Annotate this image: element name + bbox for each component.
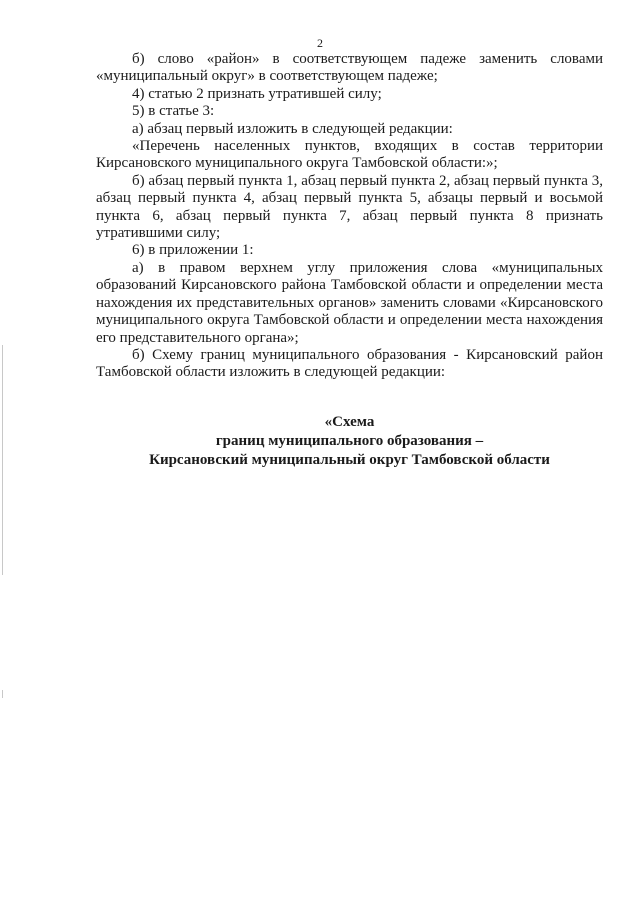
scan-edge-mark-small (2, 690, 3, 698)
page-number: 2 (317, 36, 323, 50)
paragraph-appendix-1: 6) в приложении 1: (132, 242, 254, 259)
scan-edge-mark (2, 345, 3, 575)
scheme-heading-line-3: Кирсановский муниципальный округ Тамбовской области (149, 452, 550, 468)
paragraph-article-3: 5) в статье 3: (132, 103, 215, 120)
paragraph-first-abzac: а) абзац первый изложить в следующей редакции: (132, 120, 453, 137)
paragraph-invalidated-abzacs: б) абзац первый пункта 1, абзац первый пункта 2, абзац первый пункта 3, абзац первый пункта 4, абзац первый пункта 5, абзацы первый и восьмой пункта 6, абзац первый пункта 7, абзац первый пункта 8 признать утратившими силу; (96, 172, 603, 242)
paragraph-settlements-list: «Перечень населенных пунктов, входящих в состав территории Кирсановского муниципального округа Тамбовской области:»; (96, 138, 603, 172)
paragraph-article-2: 4) статью 2 признать утратившей силу; (132, 85, 382, 102)
scheme-heading (96, 413, 603, 470)
document-body (96, 51, 603, 382)
paragraph-word-replacement: б) слово «район» в соответствующем падеже заменить словами «муниципальный округ» в соответствующем падеже; (96, 51, 603, 85)
scheme-heading-line-2: границ муниципального образования – (215, 433, 484, 449)
paragraph-upper-corner-words: а) в правом верхнем углу приложения слова «муниципальных образований Кирсановского района Тамбовской области и определении места нахождения их представительных органов» заменить словами «Кирсановского муниципального округа Тамбовской области и определении места нахождения его представительного органа»; (96, 259, 603, 346)
scheme-heading-line-1: «Схема (324, 414, 375, 430)
paragraph-boundary-scheme: б) Схему границ муниципального образования - Кирсановский район Тамбовской области изложить в следующей редакции: (96, 346, 603, 381)
